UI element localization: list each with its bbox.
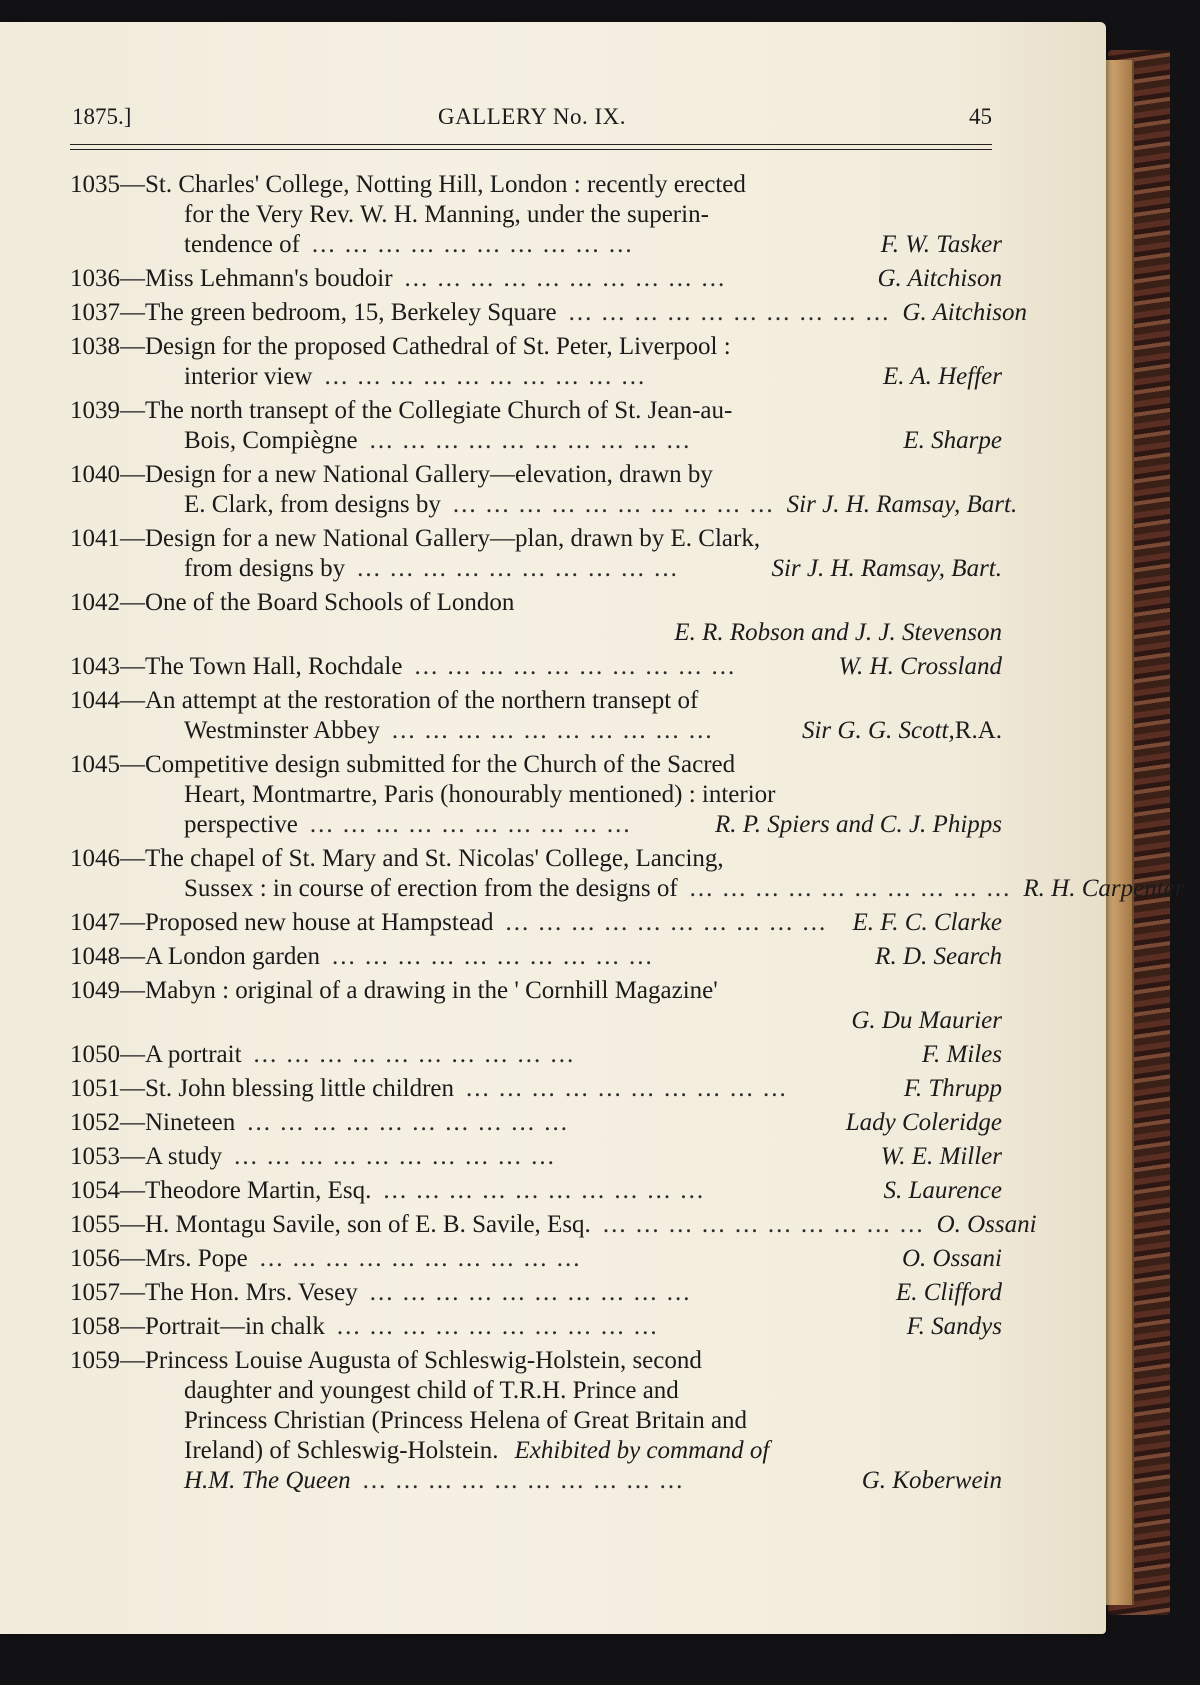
entry-title: A London garden (145, 943, 320, 970)
entry-title: St. Charles' College, Notting Hill, London : recently erected (145, 171, 746, 198)
leader-dots: ... ... ... ... ... ... ... ... ... ... (336, 1313, 659, 1340)
leader-dots: ... ... ... ... ... ... ... ... ... ... (311, 231, 634, 258)
entry-number: 1052— (70, 1109, 145, 1136)
entry-artist: Sir J. H. Ramsay, Bart. (771, 555, 1002, 582)
catalogue-entry (70, 686, 1002, 746)
leader-dots: ... ... ... ... ... ... ... ... ... ... (689, 875, 1012, 902)
entry-line (70, 810, 1002, 840)
leader-dots: ... ... ... ... ... ... ... ... ... ... (369, 427, 692, 454)
entry-number: 1045— (70, 751, 145, 778)
header-gallery-title: GALLERY No. IX. (437, 104, 627, 129)
entry-line (70, 874, 1185, 904)
entry-number: 1036— (70, 265, 145, 292)
catalogue-entry (70, 524, 1002, 584)
entry-artist: R. H. Carpenter (1023, 875, 1185, 902)
entry-line (70, 200, 1002, 230)
leader-dots: ... ... ... ... ... ... ... ... ... ... (414, 653, 737, 680)
entry-line (70, 1176, 1002, 1206)
entry-line (70, 362, 1002, 392)
entry-line (70, 1244, 1002, 1274)
header-rule-bottom (70, 149, 992, 150)
entry-number: 1043— (70, 653, 145, 680)
entry-title: daughter and youngest child of T.R.H. Prince and (184, 1377, 679, 1404)
catalogue-entry (70, 1244, 1002, 1274)
entry-artist: E. R. Robson and J. J. Stevenson (674, 619, 1002, 646)
entry-number: 1058— (70, 1313, 145, 1340)
entry-line (70, 1210, 1037, 1240)
header-year: 1875.] (72, 104, 132, 129)
entry-title: The chapel of St. Mary and St. Nicolas' College, Lancing, (145, 845, 724, 872)
entry-title: Design for a new National Gallery—plan, drawn by E. Clark, (145, 525, 761, 552)
leader-dots: ... ... ... ... ... ... ... ... ... ... (247, 1109, 569, 1136)
leader-dots: ... ... ... ... ... ... ... ... ... ... (404, 265, 727, 292)
leader-dots: ... ... ... ... ... ... ... ... ... ... (259, 1245, 582, 1272)
entry-number: 1056— (70, 1245, 145, 1272)
entry-number: 1046— (70, 845, 145, 872)
catalogue-entry (70, 942, 1002, 972)
entry-title: A study (145, 1143, 223, 1170)
entry-title: from designs by (184, 555, 346, 582)
entry-title: The Town Hall, Rochdale (145, 653, 403, 680)
catalogue-entry (70, 1312, 1002, 1342)
entry-title: Nineteen (145, 1109, 236, 1136)
entry-number: 1054— (70, 1177, 145, 1204)
entry-title: interior view (184, 363, 313, 390)
entry-number: 1051— (70, 1075, 145, 1102)
entry-line (70, 618, 1002, 648)
catalogue-entry (70, 844, 1185, 904)
entry-line (70, 1346, 1002, 1376)
entry-artist: F. W. Tasker (880, 231, 1002, 258)
entry-line (70, 1312, 1002, 1342)
entry-line (70, 524, 1002, 554)
entry-artist: F. Sandys (906, 1313, 1002, 1340)
leader-dots: ... ... ... ... ... ... ... ... ... ... (383, 1177, 706, 1204)
entry-line (70, 942, 1002, 972)
entry-line (70, 844, 1002, 874)
entry-number: 1057— (70, 1279, 145, 1306)
entry-artist: S. Laurence (883, 1177, 1002, 1204)
entry-line (70, 1040, 1002, 1070)
entry-line (70, 1108, 1002, 1138)
entry-artist: G. Aitchison (902, 299, 1027, 326)
entry-artist: Lady Coleridge (845, 1109, 1002, 1136)
catalogue-entry (70, 1176, 1002, 1206)
entry-title: Mabyn : original of a drawing in the ' Cornhill Magazine' (145, 977, 718, 1004)
catalogue-entry (70, 396, 1002, 456)
entry-title: The Hon. Mrs. Vesey (145, 1279, 358, 1306)
entry-title: perspective (184, 811, 298, 838)
entry-title: The green bedroom, 15, Berkeley Square (145, 299, 557, 326)
catalogue-entry (70, 1040, 1002, 1070)
entry-title: Westminster Abbey (184, 717, 380, 744)
entry-line (70, 1074, 1002, 1104)
entry-artist: G. Koberwein (861, 1467, 1002, 1494)
exhibition-note-continued: H.M. The Queen (184, 1467, 351, 1494)
entry-number: 1048— (70, 943, 145, 970)
entry-number: 1039— (70, 397, 145, 424)
entry-artist: E. F. C. Clarke (852, 909, 1002, 936)
leader-dots: ... ... ... ... ... ... ... ... ... ... (253, 1041, 576, 1068)
catalogue-entry (70, 588, 1002, 648)
entry-line (70, 332, 1002, 362)
entry-artist: Sir J. H. Ramsay, Bart. (786, 491, 1018, 518)
entry-line (70, 460, 1002, 490)
catalogue-entry (70, 298, 1027, 328)
entry-artist: O. Ossani (936, 1211, 1037, 1238)
entry-title: tendence of (184, 231, 300, 258)
catalogue-page (0, 22, 1185, 1634)
entry-artist: E. Clifford (895, 1279, 1002, 1306)
header-rule-top (70, 144, 992, 145)
catalogue-entry (70, 1074, 1002, 1104)
entry-line (70, 780, 1002, 810)
entry-line (70, 170, 1002, 200)
entry-line (70, 1436, 1002, 1466)
entry-title: Design for the proposed Cathedral of St. Peter, Liverpool : (145, 333, 731, 360)
catalogue-entry (70, 750, 1002, 840)
entry-title: Proposed new house at Hampstead (145, 909, 494, 936)
leader-dots: ... ... ... ... ... ... ... ... ... ... (357, 555, 679, 582)
entry-line (70, 298, 1027, 328)
catalogue-entry (70, 332, 1002, 392)
catalogue-entry (70, 460, 1018, 520)
entry-line (70, 1006, 1002, 1036)
entry-artist: R. D. Search (875, 943, 1002, 970)
entry-title: St. John blessing little children (145, 1075, 455, 1102)
entry-line (70, 588, 1002, 618)
entry-line (70, 1278, 1002, 1308)
leader-dots: ... ... ... ... ... ... ... ... ... ... (234, 1143, 556, 1170)
entry-title: Theodore Martin, Esq. (145, 1177, 372, 1204)
entry-title: Ireland) of Schleswig-Holstein. (184, 1437, 499, 1464)
entry-line (70, 1466, 1002, 1496)
entry-number: 1044— (70, 687, 145, 714)
entry-line (70, 652, 1002, 682)
entry-artist: G. Aitchison (877, 265, 1002, 292)
catalogue-entry (70, 652, 1002, 682)
leader-dots: ... ... ... ... ... ... ... ... ... ... (362, 1467, 685, 1494)
entry-artist: F. Thrupp (903, 1075, 1002, 1102)
catalogue-entry (70, 1278, 1002, 1308)
entry-number: 1035— (70, 171, 145, 198)
catalogue-entry (70, 1346, 1002, 1496)
entry-line (70, 750, 1002, 780)
exhibition-note: Exhibited by command of (514, 1437, 770, 1464)
leader-dots: ... ... ... ... ... ... ... ... ... ... (331, 943, 654, 970)
entry-line (70, 1376, 1002, 1406)
catalogue-entry (70, 170, 1002, 260)
entry-line (70, 426, 1002, 456)
entry-title: One of the Board Schools of London (145, 589, 515, 616)
leader-dots: ... ... ... ... ... ... ... ... ... ... (568, 299, 891, 326)
entry-title: Princess Christian (Princess Helena of Great Britain and (184, 1407, 748, 1434)
entry-artist: G. Du Maurier (851, 1007, 1002, 1034)
entry-title: Sussex : in course of erection from the designs of (184, 875, 678, 902)
leader-dots: ... ... ... ... ... ... ... ... ... ... (452, 491, 775, 518)
entry-artist: O. Ossani (901, 1245, 1002, 1272)
leader-dots: ... ... ... ... ... ... ... ... ... ... (466, 1075, 788, 1102)
entry-title: An attempt at the restoration of the northern transept of (145, 687, 699, 714)
entry-artist: W. H. Crossland (838, 653, 1002, 680)
entry-number: 1059— (70, 1347, 145, 1374)
entry-line (70, 230, 1002, 260)
entry-artist: F. Miles (921, 1041, 1002, 1068)
entry-title: Miss Lehmann's boudoir (145, 265, 393, 292)
catalogue-entry (70, 908, 1002, 938)
entry-line (70, 1142, 1002, 1172)
entry-number: 1050— (70, 1041, 145, 1068)
entry-artist: E. A. Heffer (883, 363, 1002, 390)
entry-number: 1047— (70, 909, 145, 936)
entry-number: 1040— (70, 461, 145, 488)
entry-title: Heart, Montmartre, Paris (honourably mentioned) : interior (184, 781, 776, 808)
entry-line (70, 716, 1002, 746)
leader-dots: ... ... ... ... ... ... ... ... ... ... (369, 1279, 692, 1306)
leader-dots: ... ... ... ... ... ... ... ... ... ... (309, 811, 632, 838)
leader-dots: ... ... ... ... ... ... ... ... ... ... (602, 1211, 925, 1238)
entry-title: Portrait—in chalk (145, 1313, 325, 1340)
entry-list (70, 170, 1185, 1500)
entry-title: Bois, Compiègne (184, 427, 358, 454)
entry-title: Design for a new National Gallery—elevation, drawn by (145, 461, 713, 488)
entry-line (70, 554, 1002, 584)
entry-artist: R. P. Spiers and C. J. Phipps (714, 811, 1002, 838)
entry-artist: W. E. Miller (880, 1143, 1002, 1170)
leader-dots: ... ... ... ... ... ... ... ... ... ... (324, 363, 647, 390)
entry-artist: E. Sharpe (903, 427, 1002, 454)
entry-number: 1053— (70, 1143, 145, 1170)
entry-number: 1042— (70, 589, 145, 616)
catalogue-entry (70, 1142, 1002, 1172)
entry-title: The north transept of the Collegiate Church of St. Jean-au- (145, 397, 733, 424)
catalogue-entry (70, 976, 1002, 1036)
entry-line (70, 976, 1002, 1006)
catalogue-entry (70, 1108, 1002, 1138)
entry-title: Princess Louise Augusta of Schleswig-Holstein, second (145, 1347, 702, 1374)
catalogue-entry (70, 264, 1002, 294)
entry-line (70, 908, 1002, 938)
entry-title: A portrait (145, 1041, 242, 1068)
entry-line (70, 490, 1018, 520)
entry-title: for the Very Rev. W. H. Manning, under the superin- (184, 201, 709, 228)
entry-line (70, 1406, 1002, 1436)
running-header (72, 104, 992, 134)
entry-number: 1055— (70, 1211, 145, 1238)
entry-number: 1038— (70, 333, 145, 360)
entry-title: Mrs. Pope (145, 1245, 248, 1272)
entry-artist: Sir G. G. Scott, (801, 717, 955, 744)
leader-dots: ... ... ... ... ... ... ... ... ... ... (391, 717, 714, 744)
catalogue-entry (70, 1210, 1037, 1240)
artist-suffix: R.A. (954, 717, 1002, 744)
page-number: 45 (969, 104, 992, 129)
entry-title: E. Clark, from designs by (184, 491, 441, 518)
entry-number: 1049— (70, 977, 145, 1004)
entry-number: 1041— (70, 525, 145, 552)
entry-line (70, 686, 1002, 716)
entry-line (70, 396, 1002, 426)
leader-dots: ... ... ... ... ... ... ... ... ... ... (505, 909, 828, 936)
entry-number: 1037— (70, 299, 145, 326)
entry-line (70, 264, 1002, 294)
entry-title: H. Montagu Savile, son of E. B. Savile, Esq. (145, 1211, 591, 1238)
entry-title: Competitive design submitted for the Church of the Sacred (145, 751, 736, 778)
